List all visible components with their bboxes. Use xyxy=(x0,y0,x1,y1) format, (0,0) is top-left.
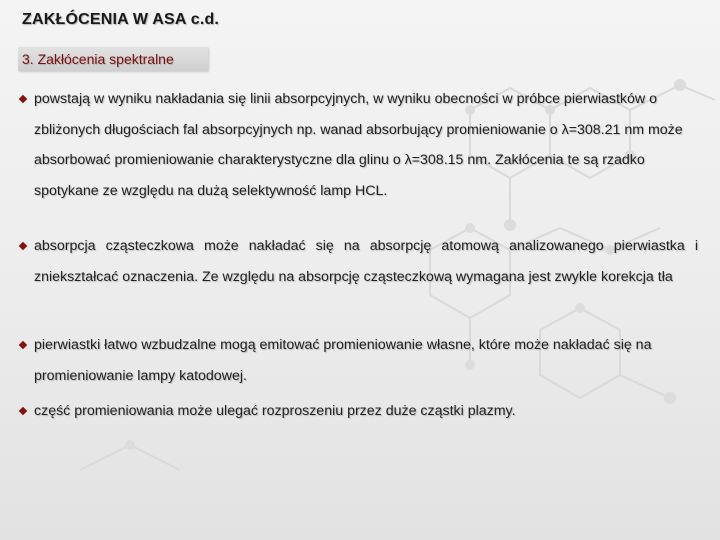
bullet-text: część promieniowania może ulegać rozproszeniu przez duże cząstki plazmy. xyxy=(34,403,516,419)
slide-title: ZAKŁÓCENIA W ASA c.d. xyxy=(22,11,220,28)
bullet-item xyxy=(34,396,698,427)
bullet-item xyxy=(34,330,698,391)
bullet-text: pierwiastki łatwo wzbudzalne mogą emitować promieniowanie własne, które może nakładać się na promieniowanie lampy katodowej. xyxy=(34,337,652,384)
bullet-text: powstają w wyniku nakładania się linii absorpcyjnych, w wyniku obecności w próbce pierwiastków o zbliżonych długościach fal absorpcyjnych np. wanad absorbujący promieniowanie o λ=308.21 nm może absorbować promieniowanie charakterystyczne dla glinu o λ=308.15 nm. Zakłócenia te są rzadko spotykane ze względu na dużą selektywność lamp HCL. xyxy=(34,91,683,199)
bullet-item xyxy=(34,231,698,292)
bullet-text: absorpcja cząsteczkowa może nakładać się na absorpcję atomową analizowanego pierwiastka i zniekształcać oznaczenia. Ze względu na absorpcję cząsteczkową wymagana jest zwykle korekcja tła xyxy=(34,238,698,285)
slide-subtitle: 3. Zakłócenia spektralne xyxy=(22,51,174,67)
bullet-item xyxy=(34,84,698,206)
